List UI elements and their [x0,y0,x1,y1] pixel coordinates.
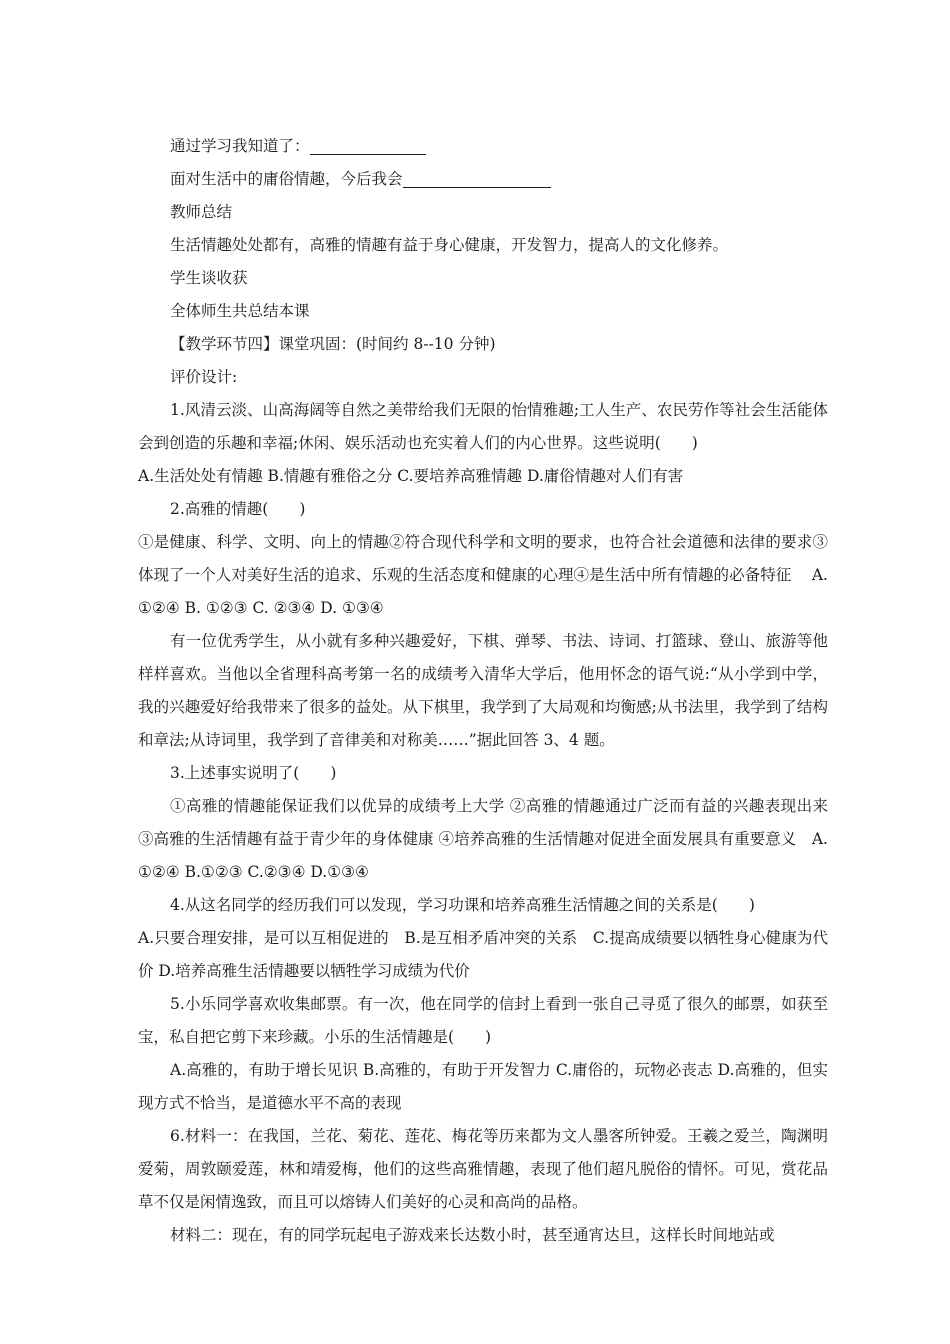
question-5-options: A.高雅的，有助于增长见识 B.高雅的，有助于开发智力 C.庸俗的，玩物必丧志 D.高雅的，但实现方式不恰当，是道德水平不高的表现 [138,1061,828,1112]
material-story: 有一位优秀学生，从小就有多种兴趣爱好，下棋、弹琴、书法、诗词、打篮球、登山、旅游等他样样喜欢。当他以全省理科高考第一名的成绩考入清华大学后，他用怀念的语气说:“从小学到中学，我的兴趣爱好给我带来了很多的益处。从下棋里，我学到了大局观和均衡感;从书法里，我学到了结构和章法;从诗词里，我学到了音律美和对称美……”据此回答 3、4 题。 [138,632,828,749]
eval-heading: 评价设计: [170,368,238,386]
section4-heading: 【教学环节四】课堂巩固：(时间约 8--10 分钟) [170,335,496,353]
question-2-body: ①是健康、科学、文明、向上的情趣②符合现代科学和文明的要求，也符合社会道德和法律的要求③体现了一个人对美好生活的追求、乐观的生活态度和健康的心理④是生活中所有情趣的必备特征 A. ①②④ B. ①②③ C. ②③④ D. ①③④ [138,533,828,617]
question-2: 2.高雅的情趣( ) [170,500,306,518]
question-3: 3.上述事实说明了( ) [170,764,337,782]
question-1: 1.风清云淡、山高海阔等自然之美带给我们无限的怡情雅趣;工人生产、农民劳作等社会生活能体会到创造的乐趣和幸福;休闲、娱乐活动也充实着人们的内心世界。这些说明( ) [138,401,828,452]
learned-line [138,130,828,163]
teacher-summary-text: 生活情趣处处都有，高雅的情趣有益于身心健康，开发智力，提高人的文化修养。 [170,236,729,254]
question-3-body: ①高雅的情趣能保证我们以优异的成绩考上大学 ②高雅的情趣通过广泛而有益的兴趣表现出来 ③高雅的生活情趣有益于青少年的身体健康 ④培养高雅的生活情趣对促进全面发展具有重要意义 A.①②④ B.①②③ C.②③④ D.①③④ [138,797,828,881]
question-1-options: A.生活处处有情趣 B.情趣有雅俗之分 C.要培养高雅情趣 D.庸俗情趣对人们有害 [138,467,684,485]
question-6-material-2: 材料二：现在，有的同学玩起电子游戏来长达数小时，甚至通宵达旦，这样长时间地站或 [170,1226,775,1244]
face-label: 面对生活中的庸俗情趣，今后我会 [170,170,403,188]
document-page [138,130,828,1252]
student-talk-heading: 学生谈收获 [170,269,248,287]
question-5: 5.小乐同学喜欢收集邮票。有一次，他在同学的信封上看到一张自己寻觅了很久的邮票，如获至宝，私自把它剪下来珍藏。小乐的生活情趣是( ) [138,995,828,1046]
face-blank[interactable] [403,167,551,188]
question-4-options: A.只要合理安排，是可以互相促进的 B.是互相矛盾冲突的关系 C.提高成绩要以牺牲身心健康为代价 D.培养高雅生活情趣要以牺牲学习成绩为代价 [138,929,828,980]
face-line [138,163,828,196]
question-6-material-1: 6.材料一：在我国，兰花、菊花、莲花、梅花等历来都为文人墨客所钟爱。王羲之爱兰，陶渊明爱菊，周敦颐爱莲，林和靖爱梅，他们的这些高雅情趣，表现了他们超凡脱俗的情怀。可见，赏花品草不仅是闲情逸致，而且可以熔铸人们美好的心灵和高尚的品格。 [138,1127,828,1211]
teacher-summary-heading: 教师总结 [170,203,233,221]
question-4: 4.从这名同学的经历我们可以发现，学习功课和培养高雅生活情趣之间的关系是( ) [170,896,755,914]
learned-label: 通过学习我知道了： [170,137,310,155]
learned-blank[interactable] [310,134,426,155]
all-summary-heading: 全体师生共总结本课 [170,302,310,320]
